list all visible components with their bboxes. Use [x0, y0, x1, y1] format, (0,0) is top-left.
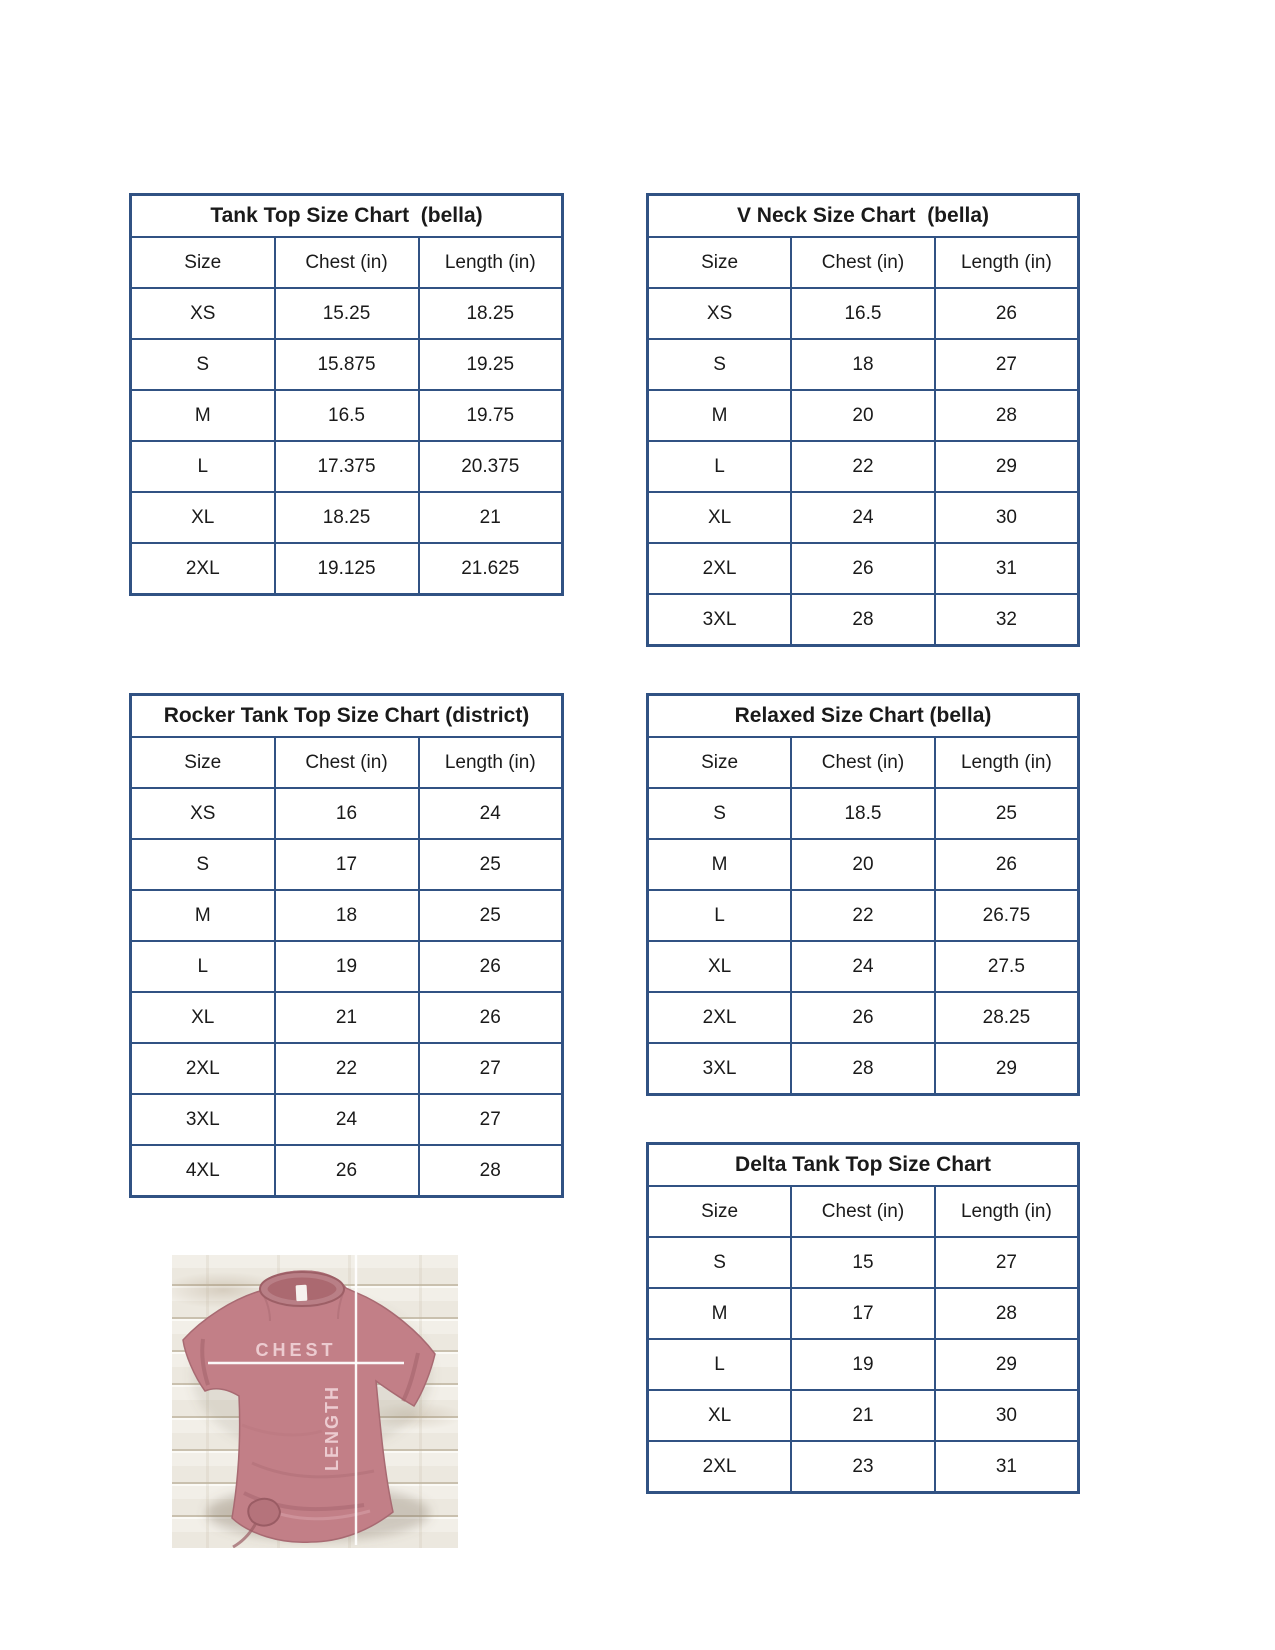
table-cell: 26.75: [935, 890, 1079, 941]
table-cell: 25: [419, 890, 563, 941]
table-row: [648, 594, 1079, 646]
table-cell: XL: [648, 941, 792, 992]
relaxed-grid: [646, 693, 1080, 1096]
table-row: [131, 492, 563, 543]
table-cell: 26: [791, 992, 935, 1043]
table-cell: XL: [648, 492, 792, 543]
table-cell: 17: [275, 839, 419, 890]
v-neck-size-table: [646, 193, 1080, 647]
table-cell: 22: [791, 890, 935, 941]
table-row: [648, 1339, 1079, 1390]
tank-top-grid: [129, 193, 564, 596]
tank-top-header-2: Length (in): [419, 237, 563, 288]
table-cell: 29: [935, 1339, 1079, 1390]
table-cell: 27.5: [935, 941, 1079, 992]
table-cell: XS: [131, 288, 275, 339]
table-cell: 22: [275, 1043, 419, 1094]
chest-label: CHEST: [255, 1340, 337, 1360]
table-cell: 2XL: [131, 543, 275, 595]
table-cell: 20.375: [419, 441, 563, 492]
table-row: [648, 339, 1079, 390]
length-label: LENGTH: [322, 1385, 342, 1471]
table-cell: 2XL: [648, 543, 792, 594]
table-row: [131, 441, 563, 492]
table-cell: 28: [791, 594, 935, 646]
relaxed-title: Relaxed Size Chart (bella): [648, 695, 1079, 738]
table-cell: 31: [935, 543, 1079, 594]
table-title-row: [131, 695, 563, 738]
table-row: [131, 1145, 563, 1197]
hem-knot: [248, 1499, 280, 1526]
table-cell: 28: [935, 1288, 1079, 1339]
table-header-row: [648, 237, 1079, 288]
table-cell: 26: [419, 941, 563, 992]
table-cell: 29: [935, 1043, 1079, 1095]
table-header-row: [131, 237, 563, 288]
table-cell: 19.75: [419, 390, 563, 441]
table-row: [131, 941, 563, 992]
table-cell: 4XL: [131, 1145, 275, 1197]
table-row: [648, 992, 1079, 1043]
table-row: [131, 788, 563, 839]
table-cell: 26: [935, 288, 1079, 339]
table-row: [648, 890, 1079, 941]
table-cell: 24: [791, 492, 935, 543]
table-cell: XL: [131, 492, 275, 543]
table-cell: XS: [131, 788, 275, 839]
rocker-tank-top-header-1: Chest (in): [275, 737, 419, 788]
table-cell: M: [648, 1288, 792, 1339]
table-row: [648, 288, 1079, 339]
table-cell: 3XL: [131, 1094, 275, 1145]
table-cell: 28.25: [935, 992, 1079, 1043]
neck-label: [296, 1285, 308, 1302]
rocker-tank-top-header-2: Length (in): [419, 737, 563, 788]
rocker-tank-top-size-table: [129, 693, 564, 1198]
table-cell: 28: [935, 390, 1079, 441]
tank-top-header-0: Size: [131, 237, 275, 288]
table-cell: 20: [791, 390, 935, 441]
table-cell: 17: [791, 1288, 935, 1339]
table-cell: 25: [419, 839, 563, 890]
table-cell: 30: [935, 1390, 1079, 1441]
table-cell: 27: [935, 1237, 1079, 1288]
tank-top-title: Tank Top Size Chart (bella): [131, 195, 563, 238]
table-row: [648, 1441, 1079, 1493]
table-cell: 28: [791, 1043, 935, 1095]
table-row: [131, 288, 563, 339]
delta-tank-top-header-1: Chest (in): [791, 1186, 935, 1237]
table-cell: 2XL: [648, 992, 792, 1043]
table-cell: 18: [791, 339, 935, 390]
delta-tank-top-grid: [646, 1142, 1080, 1494]
v-neck-header-1: Chest (in): [791, 237, 935, 288]
table-cell: 27: [419, 1043, 563, 1094]
table-row: [131, 839, 563, 890]
table-cell: 15.875: [275, 339, 419, 390]
rocker-tank-top-grid: [129, 693, 564, 1198]
table-cell: 27: [419, 1094, 563, 1145]
table-cell: 23: [791, 1441, 935, 1493]
table-cell: L: [648, 1339, 792, 1390]
table-row: [648, 390, 1079, 441]
table-cell: 16.5: [791, 288, 935, 339]
table-row: [648, 441, 1079, 492]
table-cell: S: [131, 839, 275, 890]
table-row: [131, 390, 563, 441]
table-cell: S: [648, 339, 792, 390]
table-cell: L: [131, 941, 275, 992]
table-cell: 20: [791, 839, 935, 890]
delta-tank-top-title: Delta Tank Top Size Chart: [648, 1144, 1079, 1187]
table-cell: 2XL: [648, 1441, 792, 1493]
table-cell: 2XL: [131, 1043, 275, 1094]
table-row: [648, 1390, 1079, 1441]
table-row: [648, 941, 1079, 992]
table-cell: 21.625: [419, 543, 563, 595]
tshirt-illustration: [172, 1255, 458, 1548]
table-cell: 19: [791, 1339, 935, 1390]
table-cell: 24: [791, 941, 935, 992]
table-row: [648, 788, 1079, 839]
table-cell: 15: [791, 1237, 935, 1288]
delta-tank-top-size-table: [646, 1142, 1080, 1494]
table-cell: 24: [275, 1094, 419, 1145]
table-cell: M: [131, 890, 275, 941]
table-cell: L: [648, 890, 792, 941]
table-cell: 28: [419, 1145, 563, 1197]
tshirt-measurement-photo: [172, 1255, 458, 1548]
relaxed-header-0: Size: [648, 737, 792, 788]
rocker-tank-top-header-0: Size: [131, 737, 275, 788]
table-row: [131, 543, 563, 595]
table-title-row: [648, 1144, 1079, 1187]
table-row: [131, 890, 563, 941]
table-row: [131, 992, 563, 1043]
delta-tank-top-header-0: Size: [648, 1186, 792, 1237]
table-header-row: [648, 1186, 1079, 1237]
v-neck-grid: [646, 193, 1080, 647]
table-cell: 31: [935, 1441, 1079, 1493]
table-cell: 25: [935, 788, 1079, 839]
table-cell: L: [648, 441, 792, 492]
table-cell: 30: [935, 492, 1079, 543]
table-cell: 18.25: [275, 492, 419, 543]
table-cell: 24: [419, 788, 563, 839]
table-cell: 3XL: [648, 594, 792, 646]
tank-top-size-table: [129, 193, 564, 596]
table-header-row: [131, 737, 563, 788]
table-cell: 19.25: [419, 339, 563, 390]
table-header-row: [648, 737, 1079, 788]
table-cell: 21: [275, 992, 419, 1043]
table-title-row: [648, 695, 1079, 738]
table-cell: 3XL: [648, 1043, 792, 1095]
table-cell: 19: [275, 941, 419, 992]
table-cell: M: [648, 839, 792, 890]
table-cell: 18.5: [791, 788, 935, 839]
table-cell: 16.5: [275, 390, 419, 441]
table-row: [131, 339, 563, 390]
table-cell: S: [131, 339, 275, 390]
table-cell: XL: [648, 1390, 792, 1441]
table-cell: 26: [419, 992, 563, 1043]
v-neck-header-2: Length (in): [935, 237, 1079, 288]
table-row: [648, 492, 1079, 543]
table-title-row: [648, 195, 1079, 238]
delta-tank-top-header-2: Length (in): [935, 1186, 1079, 1237]
table-row: [648, 839, 1079, 890]
table-row: [131, 1043, 563, 1094]
table-row: [648, 1237, 1079, 1288]
table-cell: 17.375: [275, 441, 419, 492]
v-neck-header-0: Size: [648, 237, 792, 288]
rocker-tank-top-title: Rocker Tank Top Size Chart (district): [131, 695, 563, 738]
table-cell: 18: [275, 890, 419, 941]
table-cell: XL: [131, 992, 275, 1043]
table-row: [648, 543, 1079, 594]
table-cell: L: [131, 441, 275, 492]
table-title-row: [131, 195, 563, 238]
table-row: [131, 1094, 563, 1145]
table-row: [648, 1043, 1079, 1095]
relaxed-header-2: Length (in): [935, 737, 1079, 788]
table-cell: 19.125: [275, 543, 419, 595]
relaxed-size-table: [646, 693, 1080, 1096]
table-cell: 27: [935, 339, 1079, 390]
table-cell: M: [648, 390, 792, 441]
table-cell: 21: [791, 1390, 935, 1441]
table-cell: S: [648, 788, 792, 839]
tank-top-header-1: Chest (in): [275, 237, 419, 288]
table-cell: 26: [935, 839, 1079, 890]
table-cell: 15.25: [275, 288, 419, 339]
table-row: [648, 1288, 1079, 1339]
table-cell: M: [131, 390, 275, 441]
table-cell: 21: [419, 492, 563, 543]
table-cell: 29: [935, 441, 1079, 492]
v-neck-title: V Neck Size Chart (bella): [648, 195, 1079, 238]
table-cell: 32: [935, 594, 1079, 646]
table-cell: XS: [648, 288, 792, 339]
relaxed-header-1: Chest (in): [791, 737, 935, 788]
table-cell: 26: [275, 1145, 419, 1197]
table-cell: 22: [791, 441, 935, 492]
table-cell: 18.25: [419, 288, 563, 339]
table-cell: 26: [791, 543, 935, 594]
table-cell: 16: [275, 788, 419, 839]
table-cell: S: [648, 1237, 792, 1288]
